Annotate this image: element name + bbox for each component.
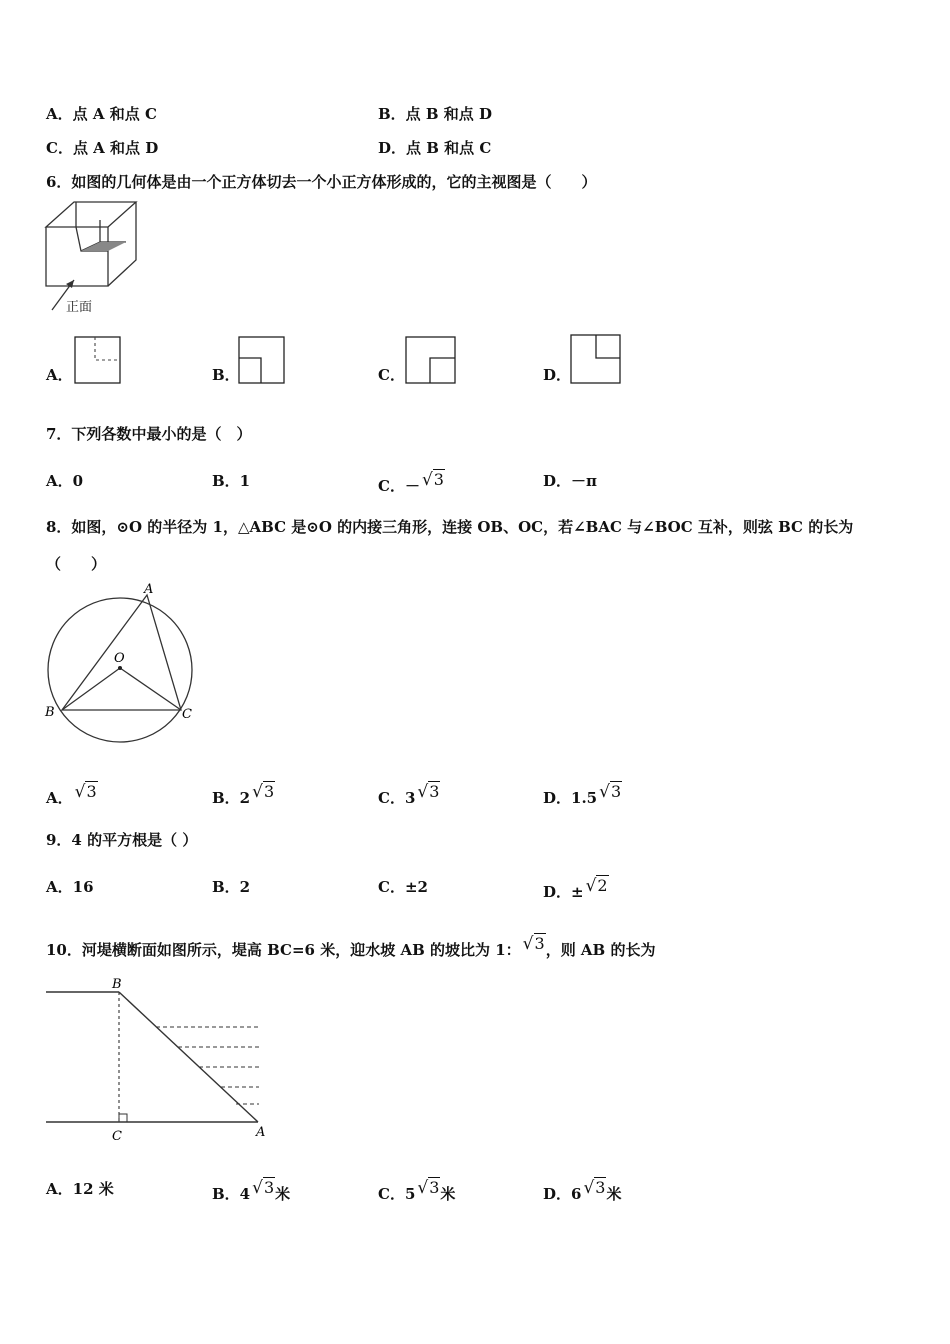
- q7-option-a: A．0: [46, 472, 84, 490]
- q8-option-b: B．2 √3: [212, 782, 275, 807]
- q8-option-a-sqrt: √3: [74, 782, 97, 802]
- q10-label-b: B: [112, 977, 122, 992]
- q10-label-c: C: [112, 1129, 122, 1144]
- q8-option-b-sqrt: √3: [252, 782, 275, 802]
- q10-embankment-figure: [44, 972, 274, 1142]
- q9-option-a: A．16: [46, 878, 94, 896]
- q10-option-b: B．4 √3米: [212, 1178, 291, 1203]
- q10-option-b-sqrt: √3: [252, 1178, 275, 1198]
- q10-option-c: C．5 √3米: [378, 1178, 456, 1203]
- q6-option-b: B．: [212, 366, 240, 384]
- q5-option-d: D．点 B 和点 C: [378, 139, 492, 157]
- q7-option-c: C．－ √3: [378, 470, 444, 495]
- q8-option-a: A． √3: [46, 782, 97, 807]
- q6-option-c-figure: [405, 336, 457, 386]
- q9-stem: 9．4 的平方根是（ ）: [46, 831, 198, 849]
- q10-option-a: A．12 米: [46, 1180, 114, 1198]
- q5-option-a: A．点 A 和点 C: [46, 105, 157, 123]
- q8-label-b: B: [45, 705, 55, 720]
- q7-stem: 7．下列各数中最小的是（ ）: [46, 425, 252, 443]
- q9-option-d-sqrt: √2: [585, 876, 608, 896]
- q8-option-c-sqrt: √3: [417, 782, 440, 802]
- q6-option-d-figure: [570, 334, 622, 386]
- q7-option-d: D．－π: [543, 472, 597, 490]
- q7-option-b: B．1: [212, 472, 251, 490]
- q6-option-d: D．: [543, 366, 572, 384]
- q6-stem: 6．如图的几何体是由一个正方体切去一个小正方体形成的，它的主视图是（ ）: [46, 173, 597, 191]
- q5-option-c: C．点 A 和点 D: [46, 139, 159, 157]
- q6-option-a-figure: [74, 336, 122, 386]
- q10-stem-sqrt: √3: [522, 934, 545, 954]
- q9-option-d: D．± √2: [543, 876, 608, 901]
- q8-label-c: C: [182, 707, 192, 722]
- q8-option-c: C．3 √3: [378, 782, 440, 807]
- q7-option-c-sqrt: √3: [421, 470, 444, 490]
- q6-front-label: 正面: [66, 300, 93, 315]
- q5-option-b: B．点 B 和点 D: [378, 105, 493, 123]
- q8-stem-cont: （ ）: [46, 555, 107, 573]
- q10-option-d-sqrt: √3: [583, 1178, 606, 1198]
- q8-label-a: A: [144, 582, 154, 597]
- q8-label-o: O: [114, 651, 125, 666]
- q9-option-b: B．2: [212, 878, 251, 896]
- q8-stem: 8．如图，⊙O 的半径为 1，△ABC 是⊙O 的内接三角形，连接 OB、OC，若∠BAC 与∠BOC 互补，则弦 BC 的长为: [46, 518, 854, 536]
- q10-label-a: A: [256, 1125, 266, 1140]
- q6-option-a: A．: [46, 366, 73, 384]
- q6-option-b-figure: [238, 336, 286, 386]
- q8-circle-figure: [40, 578, 200, 748]
- q6-cube-figure: [44, 200, 139, 315]
- q8-option-d: D．1.5 √3: [543, 782, 622, 807]
- q10-option-c-sqrt: √3: [417, 1178, 440, 1198]
- q6-option-c: C．: [378, 366, 405, 384]
- q10-stem: 10．河堤横断面如图所示，堤高 BC=6 米，迎水坡 AB 的坡比为 1： √3，则 AB 的长为: [46, 934, 656, 959]
- q8-option-d-sqrt: √3: [599, 782, 622, 802]
- q10-option-d: D．6 √3米: [543, 1178, 622, 1203]
- q9-option-c: C．±2: [378, 878, 428, 896]
